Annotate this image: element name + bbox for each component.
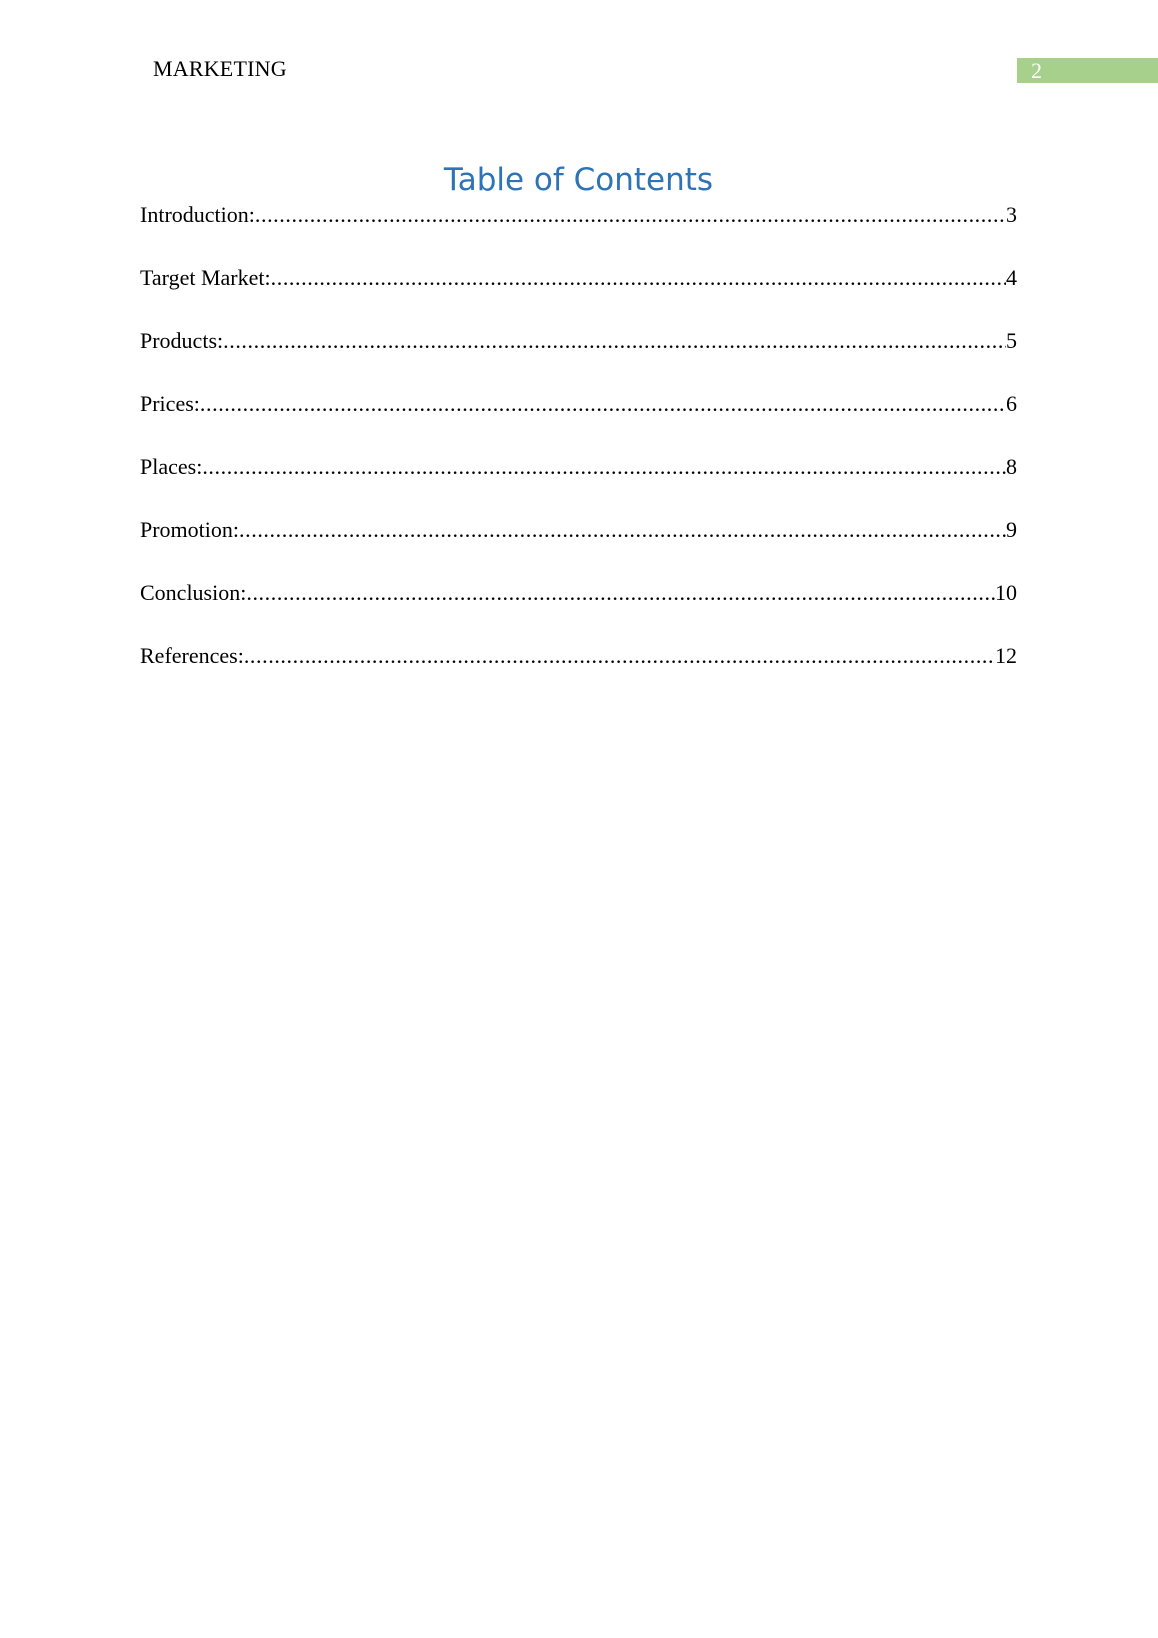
toc-entry-page: 8 [1006, 454, 1017, 479]
toc-entry-label: Products: [140, 328, 224, 353]
toc-entry-label: Introduction: [140, 202, 255, 227]
toc-dot-leader [271, 264, 1006, 292]
toc-entry-page: 4 [1006, 265, 1017, 290]
toc-entry-label: Target Market: [140, 265, 271, 290]
toc-entry-references[interactable] [140, 642, 1017, 670]
toc-entry-label: Places: [140, 454, 203, 479]
toc-entry-conclusion[interactable] [140, 579, 1017, 607]
toc-entry-label: Conclusion: [140, 580, 247, 605]
toc-entry-page: 12 [995, 643, 1017, 668]
running-header-title: MARKETING [153, 56, 287, 81]
toc-entry-page: 6 [1006, 391, 1017, 416]
toc-dot-leader [255, 201, 1006, 229]
toc-entry-page: 9 [1006, 517, 1017, 542]
toc-dot-leader [239, 516, 1006, 544]
toc-dot-leader [202, 453, 1006, 481]
toc-dot-leader [200, 390, 1006, 418]
toc-list [140, 201, 1017, 705]
page-number-badge: 2 [1017, 58, 1158, 83]
toc-entry-label: References: [140, 643, 244, 668]
toc-entry-label: Prices: [140, 391, 200, 416]
toc-dot-leader [223, 327, 1006, 355]
toc-entry-label: Promotion: [140, 517, 240, 542]
toc-dot-leader [244, 642, 995, 670]
toc-entry-page: 5 [1006, 328, 1017, 353]
toc-entry-promotion[interactable] [140, 516, 1017, 544]
toc-entry-page: 3 [1006, 202, 1017, 227]
toc-entry-places[interactable] [140, 453, 1017, 481]
toc-entry-page: 10 [995, 580, 1017, 605]
toc-entry-target-market[interactable] [140, 264, 1017, 292]
toc-entry-prices[interactable] [140, 390, 1017, 418]
toc-heading: Table of Contents [443, 162, 714, 198]
toc-dot-leader [246, 579, 995, 607]
toc-entry-introduction[interactable] [140, 201, 1017, 229]
toc-entry-products[interactable] [140, 327, 1017, 355]
